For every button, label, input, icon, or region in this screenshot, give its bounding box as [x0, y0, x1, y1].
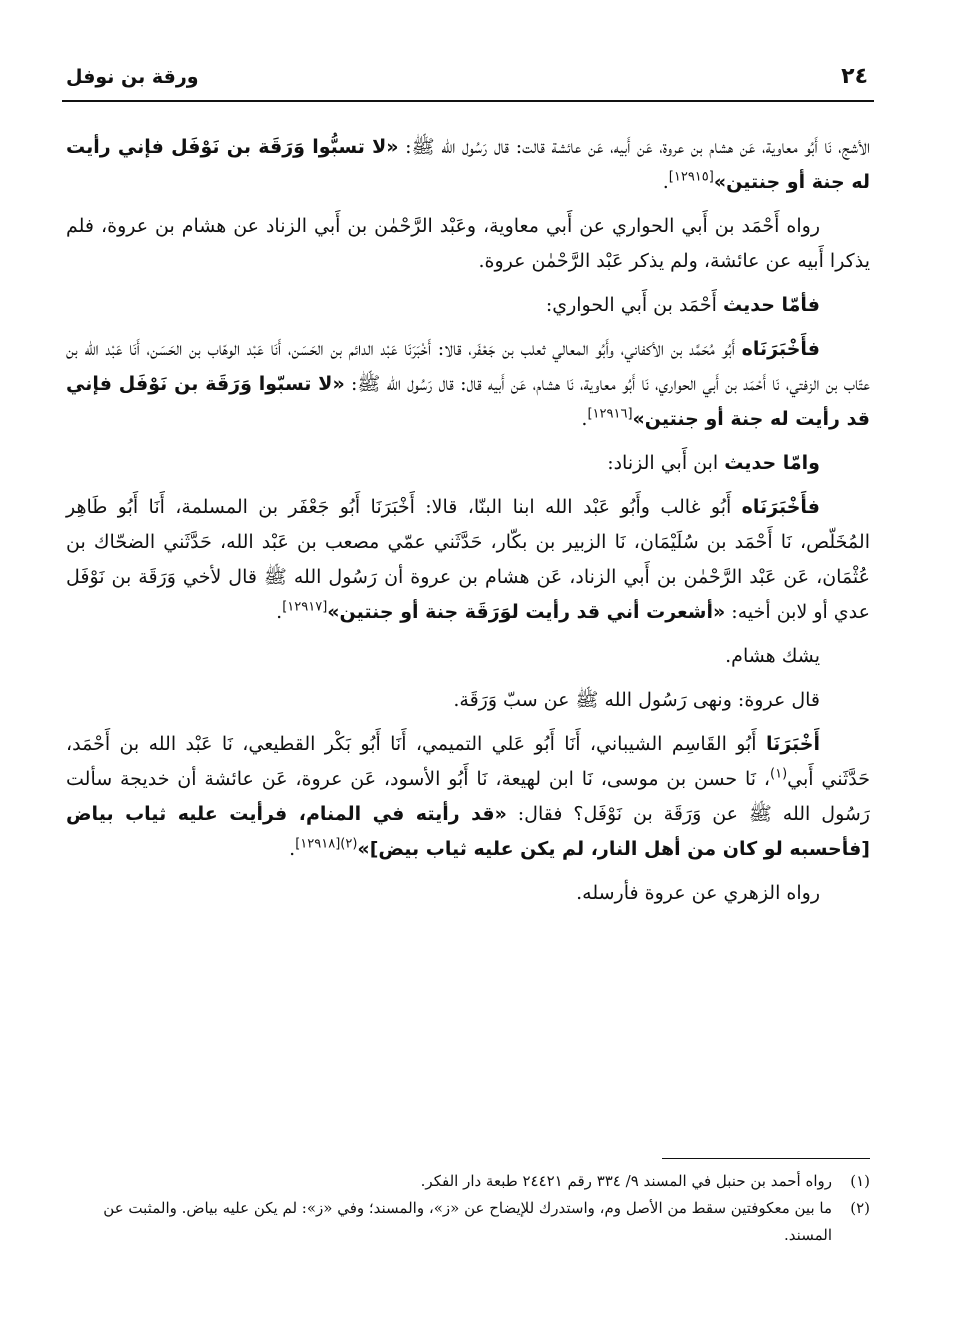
section-lead: وامّا حديث [724, 452, 820, 474]
paragraph-10: رواه الزهري عن عروة فأرسله. [576, 882, 820, 904]
reference-number: [١٢٩١٦] [587, 406, 633, 422]
hadith-quote: «قد رأيته في المنام، فرأيت عليه ثياب بياض [فأحسبه لو كان من أهل النار، لم يكن عليه ثياب بيض]» [66, 803, 870, 860]
paragraph-7: يشك هشام. [725, 645, 820, 667]
footnotes [70, 1168, 870, 1249]
paragraph-5 [66, 446, 870, 481]
footnote-text: رواه أحمد بن حنبل في المسند ٩/ ٣٣٤ رقم ٢٤٤٢١ طبعة دار الفكر. [420, 1172, 832, 1190]
reference-number: [١٢٩١٧] [282, 599, 328, 615]
header-rule [62, 100, 874, 102]
text: ، نَا حسن بن موسى، نَا ابن لهيعة، نَا أَبُو الأسود، عَن عروة، عَن عائشة أن خديجة سألت رَسُول الله ﷺ عن وَرَقَة بن نَوْفَل؟ فقال: [66, 768, 870, 825]
text: أَبُو مُحَمَّد بن الأكفاني، وأَبُو المعالي ثعلب بن جَعْفَر، قالا: أَخْبَرَنَا عَبْد الدائم بن الحَسَن، أَنَا عَبْد الوهّاب بن الحَسَن، أَنَا عَبْد الله بن عتّاب بن الزفتي، نَا أَحْمَد بن أَبي الحواري، نَا أَبُو معاوية، نَا هشام، عَن أَبيه قال: قال رَسُول الله ﷺ: [66, 338, 870, 395]
running-title: ورقة بن نوفل [66, 66, 199, 88]
footnote [70, 1168, 870, 1195]
footnote [70, 1195, 870, 1249]
paragraph-4 [66, 332, 870, 437]
text: أَبُو القَاسِم الشيباني، أَنَا أَبُو عَلي التميمي، أَنَا أَبُو بَكْر القطيعي، نَا عَبْد الله بن أَحْمَد، حَدَّثَني أَبي [66, 733, 870, 790]
footnote-separator [662, 1158, 870, 1159]
text: ابن أَبي الزناد: [607, 452, 725, 474]
period: . [276, 601, 283, 623]
chain-lead: أَخْبَرَنَا [765, 733, 820, 755]
paragraph-1 [66, 130, 870, 200]
paragraph-9 [66, 727, 870, 867]
page-header [62, 58, 874, 102]
page-number: ٢٤ [841, 64, 868, 89]
reference-number: (٢)[١٢٩١٨] [295, 836, 358, 852]
chain-lead: فأَخْبَرَنَاه [741, 338, 820, 360]
section-lead: فأمّا حديث [722, 294, 820, 316]
paragraph-2: رواه أَحْمَد بن أَبي الحواري عن أَبي معاوية، وعَبْد الرَّحْمٰن بن أَبي الزناد عن هشام بن عروة، فلم يذكرا أَبيه عن عائشة، ولم يذكر عَبْد الرَّحْمٰن عروة. [66, 215, 870, 272]
period: . [289, 838, 296, 860]
text: أَبُو غالب وأَبُو عَبْد الله ابنا البنّا، قالا: أَخْبَرَنَا أَبُو جَعْفَر بن المسلمة، أَنَا أَبُو طَاهِر المُخَلّص، نَا أَحْمَد بن سُلَيْمَان، نَا الزبير بن بكّار، حَدَّثَني عمّي مصعب بن عَبْد الله، حَدَّثَني الضحّاك بن عُثْمَان، عَن عَبْد الرَّحْمٰن بن أَبي الزناد، عَن هشام بن عروة أن رَسُول الله ﷺ قال لأخي وَرَقَة بن نَوْفَل عدي أو لابن أخيه: [66, 496, 870, 623]
chain-lead: فأَخْبَرَنَاه [741, 496, 820, 518]
paragraph-3 [66, 288, 870, 323]
footnote-marker: (١) [770, 766, 788, 782]
footnote-number: (١) [850, 1172, 870, 1190]
paragraph-8: قال عروة: ونهى رَسُول الله ﷺ عن سبّ وَرَقَة. [453, 689, 820, 711]
text: أَحْمَد بن أَبي الحواري: [545, 294, 723, 316]
hadith-quote: «لا تسبُّوا وَرَقَة بن نَوْفَل فإني رأيت له جنة أو جنتين» [66, 136, 870, 193]
period: . [581, 408, 588, 430]
reference-number: [١٢٩١٥] [668, 169, 714, 185]
hadith-quote: «لا تسبّوا وَرَقَة بن نَوْفَل فإني قد رأيت له جنة أو جنتين» [66, 373, 870, 430]
footnote-text: ما بين معكوفتين سقط من الأصل وم، واستدرك للإيضاح عن «ز»، والمسند؛ وفي «ز»: لم يكن عليه بياض. والمثبت عن المسند. [103, 1199, 832, 1244]
paragraph-6 [66, 490, 870, 630]
main-text [66, 130, 870, 920]
text: الأشج، نَا أَبُو معاوية، عَن هشام بن عروة، عَن أَبيه، عَن عائشة قالت: قال رَسُول الله ﷺ: [398, 136, 871, 158]
footnote-number: (٢) [850, 1199, 870, 1217]
hadith-quote: «أشعرت أني قد رأيت لوَرَقَة جنة أو جنتين» [327, 601, 726, 623]
period: . [662, 171, 669, 193]
